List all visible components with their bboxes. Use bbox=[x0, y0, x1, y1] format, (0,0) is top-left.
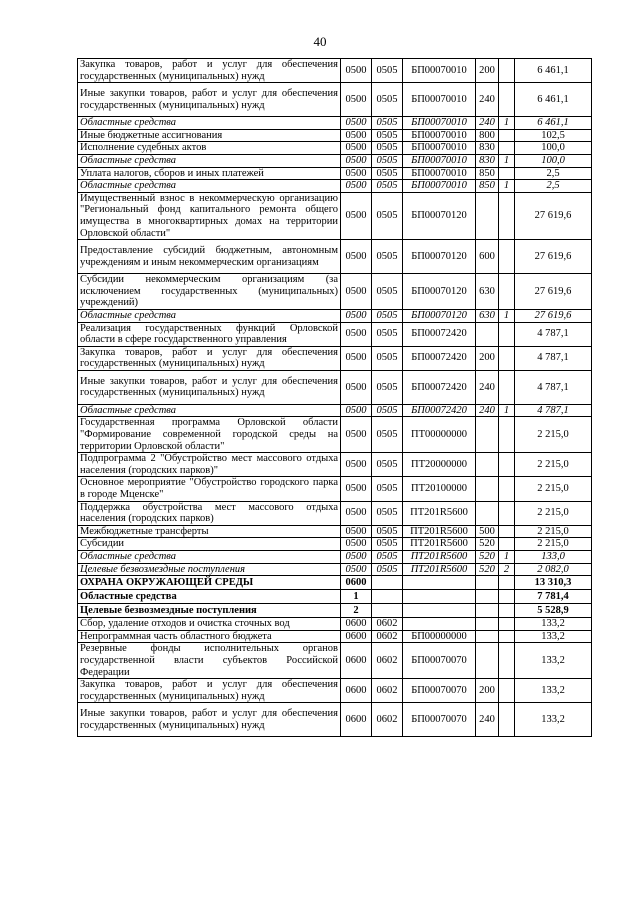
row-expense-type: 520 bbox=[476, 563, 499, 576]
row-name: Областные средства bbox=[78, 404, 341, 417]
row-funding-source bbox=[499, 501, 515, 525]
row-target-article: БП00070120 bbox=[403, 274, 476, 310]
row-amount: 4 787,1 bbox=[515, 346, 592, 370]
table-row bbox=[78, 551, 592, 564]
table-row bbox=[78, 538, 592, 551]
row-expense-type bbox=[476, 630, 499, 643]
row-funding-source bbox=[499, 590, 515, 604]
row-subsection: 0505 bbox=[372, 322, 403, 346]
row-section: 0500 bbox=[341, 346, 372, 370]
table-row bbox=[78, 240, 592, 274]
row-amount: 27 619,6 bbox=[515, 274, 592, 310]
row-section: 0500 bbox=[341, 142, 372, 155]
table-row bbox=[78, 576, 592, 590]
row-expense-type bbox=[476, 192, 499, 239]
table-row bbox=[78, 618, 592, 631]
row-amount: 2 082,0 bbox=[515, 563, 592, 576]
row-expense-type bbox=[476, 576, 499, 590]
row-target-article: БП00070070 bbox=[403, 703, 476, 737]
row-expense-type: 240 bbox=[476, 117, 499, 130]
row-funding-source: 1 bbox=[499, 404, 515, 417]
row-section: 0600 bbox=[341, 703, 372, 737]
row-target-article: ПТ20000000 bbox=[403, 453, 476, 477]
row-section: 0500 bbox=[341, 309, 372, 322]
row-funding-source: 1 bbox=[499, 180, 515, 193]
row-target-article: БП00070010 bbox=[403, 142, 476, 155]
row-name: Областные средства bbox=[78, 309, 341, 322]
row-target-article: БП00072420 bbox=[403, 322, 476, 346]
row-section: 0500 bbox=[341, 370, 372, 404]
row-amount: 4 787,1 bbox=[515, 370, 592, 404]
row-section: 0500 bbox=[341, 563, 372, 576]
row-funding-source bbox=[499, 274, 515, 310]
row-expense-type bbox=[476, 501, 499, 525]
table-row bbox=[78, 604, 592, 618]
row-funding-source bbox=[499, 192, 515, 239]
row-amount: 6 461,1 bbox=[515, 83, 592, 117]
row-amount: 13 310,3 bbox=[515, 576, 592, 590]
row-section: 0600 bbox=[341, 630, 372, 643]
row-expense-type: 800 bbox=[476, 129, 499, 142]
row-name: Иные закупки товаров, работ и услуг для обеспечения государственных (муниципальных) нужд bbox=[78, 703, 341, 737]
table-row bbox=[78, 417, 592, 453]
table-row bbox=[78, 59, 592, 83]
row-subsection: 0505 bbox=[372, 117, 403, 130]
row-amount: 4 787,1 bbox=[515, 322, 592, 346]
row-subsection: 0505 bbox=[372, 129, 403, 142]
row-subsection: 0505 bbox=[372, 180, 403, 193]
row-expense-type: 240 bbox=[476, 703, 499, 737]
row-section: 0500 bbox=[341, 501, 372, 525]
row-subsection: 0602 bbox=[372, 703, 403, 737]
table-row bbox=[78, 180, 592, 193]
table-row bbox=[78, 630, 592, 643]
row-amount: 2 215,0 bbox=[515, 453, 592, 477]
row-target-article: БП00070120 bbox=[403, 192, 476, 239]
row-funding-source bbox=[499, 453, 515, 477]
row-subsection bbox=[372, 576, 403, 590]
row-name: Сбор, удаление отходов и очистка сточных вод bbox=[78, 618, 341, 631]
row-expense-type: 520 bbox=[476, 538, 499, 551]
row-section: 0500 bbox=[341, 404, 372, 417]
row-funding-source bbox=[499, 129, 515, 142]
row-name: Областные средства bbox=[78, 551, 341, 564]
row-name: Закупка товаров, работ и услуг для обеспечения государственных (муниципальных) нужд bbox=[78, 346, 341, 370]
table-row bbox=[78, 525, 592, 538]
row-target-article: ПТ201R5600 bbox=[403, 538, 476, 551]
row-amount: 2,5 bbox=[515, 167, 592, 180]
row-expense-type: 520 bbox=[476, 551, 499, 564]
row-name: Областные средства bbox=[78, 590, 341, 604]
table-row bbox=[78, 404, 592, 417]
row-section: 0500 bbox=[341, 83, 372, 117]
row-subsection: 0505 bbox=[372, 192, 403, 239]
row-funding-source bbox=[499, 679, 515, 703]
row-expense-type bbox=[476, 477, 499, 501]
row-amount: 2 215,0 bbox=[515, 525, 592, 538]
row-section: 0500 bbox=[341, 538, 372, 551]
row-target-article: БП00072420 bbox=[403, 370, 476, 404]
row-amount: 2 215,0 bbox=[515, 538, 592, 551]
row-expense-type: 850 bbox=[476, 167, 499, 180]
row-section: 0500 bbox=[341, 154, 372, 167]
row-target-article: ПТ20100000 bbox=[403, 477, 476, 501]
row-name: Уплата налогов, сборов и иных платежей bbox=[78, 167, 341, 180]
row-funding-source bbox=[499, 630, 515, 643]
row-expense-type bbox=[476, 322, 499, 346]
row-name: Областные средства bbox=[78, 117, 341, 130]
row-subsection: 0505 bbox=[372, 370, 403, 404]
budget-table bbox=[77, 58, 592, 737]
row-funding-source bbox=[499, 346, 515, 370]
row-name: Поддержка обустройства мест массового отдыха населения (городских парков) bbox=[78, 501, 341, 525]
row-subsection: 0505 bbox=[372, 501, 403, 525]
row-target-article: ПТ201R5600 bbox=[403, 525, 476, 538]
row-expense-type: 830 bbox=[476, 142, 499, 155]
row-expense-type: 830 bbox=[476, 154, 499, 167]
row-expense-type: 850 bbox=[476, 180, 499, 193]
table-row bbox=[78, 142, 592, 155]
row-subsection: 0602 bbox=[372, 618, 403, 631]
table-row bbox=[78, 129, 592, 142]
row-funding-source bbox=[499, 604, 515, 618]
row-name: Субсидии bbox=[78, 538, 341, 551]
row-section: 0600 bbox=[341, 679, 372, 703]
row-amount: 2,5 bbox=[515, 180, 592, 193]
row-section: 0500 bbox=[341, 525, 372, 538]
row-funding-source: 1 bbox=[499, 154, 515, 167]
row-name: Иные закупки товаров, работ и услуг для обеспечения государственных (муниципальных) нужд bbox=[78, 370, 341, 404]
table-row bbox=[78, 117, 592, 130]
row-section: 0600 bbox=[341, 643, 372, 679]
row-target-article: БП00070120 bbox=[403, 309, 476, 322]
row-subsection: 0505 bbox=[372, 477, 403, 501]
table-row bbox=[78, 563, 592, 576]
row-subsection: 0505 bbox=[372, 346, 403, 370]
row-funding-source: 1 bbox=[499, 117, 515, 130]
row-section: 0600 bbox=[341, 576, 372, 590]
row-funding-source bbox=[499, 83, 515, 117]
row-expense-type bbox=[476, 643, 499, 679]
row-expense-type: 240 bbox=[476, 83, 499, 117]
row-target-article: БП00070010 bbox=[403, 59, 476, 83]
row-subsection: 0505 bbox=[372, 240, 403, 274]
row-name: Закупка товаров, работ и услуг для обеспечения государственных (муниципальных) нужд bbox=[78, 59, 341, 83]
row-section: 0500 bbox=[341, 167, 372, 180]
row-name: Межбюджетные трансферты bbox=[78, 525, 341, 538]
row-expense-type bbox=[476, 604, 499, 618]
row-target-article: БП00070010 bbox=[403, 167, 476, 180]
row-amount: 27 619,6 bbox=[515, 240, 592, 274]
row-name: Иные закупки товаров, работ и услуг для обеспечения государственных (муниципальных) нужд bbox=[78, 83, 341, 117]
row-funding-source bbox=[499, 322, 515, 346]
row-name: Непрограммная часть областного бюджета bbox=[78, 630, 341, 643]
row-target-article: БП00070010 bbox=[403, 117, 476, 130]
row-amount: 27 619,6 bbox=[515, 309, 592, 322]
table-row bbox=[78, 274, 592, 310]
row-amount: 133,2 bbox=[515, 630, 592, 643]
row-funding-source bbox=[499, 525, 515, 538]
row-subsection: 0505 bbox=[372, 83, 403, 117]
table-row bbox=[78, 477, 592, 501]
row-amount: 100,0 bbox=[515, 154, 592, 167]
row-amount: 133,2 bbox=[515, 643, 592, 679]
row-section: 2 bbox=[341, 604, 372, 618]
row-target-article: ПТ201R5600 bbox=[403, 551, 476, 564]
row-funding-source bbox=[499, 703, 515, 737]
row-target-article bbox=[403, 618, 476, 631]
row-name: Субсидии некоммерческим организациям (за исключением государственных (муниципальных) учреждений) bbox=[78, 274, 341, 310]
row-target-article: БП00070120 bbox=[403, 240, 476, 274]
row-target-article bbox=[403, 576, 476, 590]
row-amount: 6 461,1 bbox=[515, 59, 592, 83]
row-name: ОХРАНА ОКРУЖАЮЩЕЙ СРЕДЫ bbox=[78, 576, 341, 590]
row-target-article: БП00072420 bbox=[403, 346, 476, 370]
row-section: 0500 bbox=[341, 129, 372, 142]
row-funding-source bbox=[499, 240, 515, 274]
row-amount: 102,5 bbox=[515, 129, 592, 142]
table-row bbox=[78, 643, 592, 679]
row-subsection: 0505 bbox=[372, 154, 403, 167]
row-target-article: БП00072420 bbox=[403, 404, 476, 417]
row-subsection: 0602 bbox=[372, 679, 403, 703]
row-name: Предоставление субсидий бюджетным, автономным учреждениям и иным некоммерческим организациям bbox=[78, 240, 341, 274]
row-amount: 133,2 bbox=[515, 703, 592, 737]
row-section: 1 bbox=[341, 590, 372, 604]
table-row bbox=[78, 83, 592, 117]
row-section: 0500 bbox=[341, 417, 372, 453]
row-funding-source bbox=[499, 417, 515, 453]
row-section: 0500 bbox=[341, 180, 372, 193]
row-subsection: 0505 bbox=[372, 404, 403, 417]
table-row bbox=[78, 703, 592, 737]
page-number: 40 bbox=[313, 34, 327, 49]
row-amount: 2 215,0 bbox=[515, 417, 592, 453]
row-subsection: 0602 bbox=[372, 643, 403, 679]
row-subsection: 0505 bbox=[372, 167, 403, 180]
row-amount: 100,0 bbox=[515, 142, 592, 155]
row-subsection bbox=[372, 590, 403, 604]
row-funding-source: 1 bbox=[499, 551, 515, 564]
row-target-article: БП00000000 bbox=[403, 630, 476, 643]
table-row bbox=[78, 167, 592, 180]
row-subsection: 0505 bbox=[372, 538, 403, 551]
row-amount: 133,0 bbox=[515, 551, 592, 564]
row-name: Имущественный взнос в некоммерческую организацию "Региональный фонд капитального ремонта общего имущества в многоквартирных домах на территории Орловской области" bbox=[78, 192, 341, 239]
row-amount: 2 215,0 bbox=[515, 501, 592, 525]
row-name: Государственная программа Орловской области "Формирование современной городской среды на территории Орловской области" bbox=[78, 417, 341, 453]
row-name: Областные средства bbox=[78, 180, 341, 193]
row-name: Реализация государственных функций Орловской области в сфере государственного управления bbox=[78, 322, 341, 346]
table-row bbox=[78, 154, 592, 167]
row-target-article: БП00070010 bbox=[403, 154, 476, 167]
row-subsection: 0505 bbox=[372, 563, 403, 576]
row-expense-type bbox=[476, 590, 499, 604]
row-subsection: 0505 bbox=[372, 551, 403, 564]
row-section: 0500 bbox=[341, 453, 372, 477]
row-subsection: 0505 bbox=[372, 417, 403, 453]
table-row bbox=[78, 370, 592, 404]
row-expense-type: 200 bbox=[476, 59, 499, 83]
row-name: Областные средства bbox=[78, 154, 341, 167]
row-funding-source bbox=[499, 477, 515, 501]
row-funding-source bbox=[499, 576, 515, 590]
row-target-article: ПТ00000000 bbox=[403, 417, 476, 453]
row-expense-type: 200 bbox=[476, 679, 499, 703]
row-name: Целевые безвозмездные поступления bbox=[78, 563, 341, 576]
row-section: 0500 bbox=[341, 477, 372, 501]
row-funding-source: 2 bbox=[499, 563, 515, 576]
row-target-article: БП00070010 bbox=[403, 129, 476, 142]
row-expense-type bbox=[476, 618, 499, 631]
row-subsection: 0505 bbox=[372, 59, 403, 83]
row-funding-source bbox=[499, 618, 515, 631]
row-section: 0500 bbox=[341, 274, 372, 310]
row-section: 0500 bbox=[341, 240, 372, 274]
table-row bbox=[78, 679, 592, 703]
row-funding-source bbox=[499, 643, 515, 679]
row-target-article: БП00070070 bbox=[403, 679, 476, 703]
row-expense-type: 630 bbox=[476, 274, 499, 310]
row-expense-type: 240 bbox=[476, 370, 499, 404]
row-funding-source bbox=[499, 142, 515, 155]
row-subsection: 0505 bbox=[372, 453, 403, 477]
row-funding-source bbox=[499, 370, 515, 404]
row-amount: 133,2 bbox=[515, 618, 592, 631]
row-subsection: 0505 bbox=[372, 309, 403, 322]
row-amount: 5 528,9 bbox=[515, 604, 592, 618]
row-amount: 4 787,1 bbox=[515, 404, 592, 417]
row-funding-source bbox=[499, 167, 515, 180]
row-section: 0500 bbox=[341, 192, 372, 239]
row-name: Резервные фонды исполнительных органов государственной власти субъектов Российской Федерации bbox=[78, 643, 341, 679]
row-section: 0500 bbox=[341, 551, 372, 564]
row-amount: 27 619,6 bbox=[515, 192, 592, 239]
table-row bbox=[78, 192, 592, 239]
row-subsection bbox=[372, 604, 403, 618]
row-target-article: ПТ201R5600 bbox=[403, 563, 476, 576]
row-name: Закупка товаров, работ и услуг для обеспечения государственных (муниципальных) нужд bbox=[78, 679, 341, 703]
row-expense-type: 500 bbox=[476, 525, 499, 538]
row-target-article bbox=[403, 590, 476, 604]
row-subsection: 0505 bbox=[372, 274, 403, 310]
row-section: 0600 bbox=[341, 618, 372, 631]
row-subsection: 0602 bbox=[372, 630, 403, 643]
row-section: 0500 bbox=[341, 59, 372, 83]
row-expense-type: 240 bbox=[476, 404, 499, 417]
row-name: Основное мероприятие "Обустройство городского парка в городе Мценске" bbox=[78, 477, 341, 501]
table-row bbox=[78, 501, 592, 525]
row-amount: 2 215,0 bbox=[515, 477, 592, 501]
row-expense-type: 200 bbox=[476, 346, 499, 370]
row-target-article: БП00070010 bbox=[403, 83, 476, 117]
row-subsection: 0505 bbox=[372, 525, 403, 538]
row-section: 0500 bbox=[341, 322, 372, 346]
table-row bbox=[78, 309, 592, 322]
row-target-article: БП00070010 bbox=[403, 180, 476, 193]
row-target-article bbox=[403, 604, 476, 618]
row-funding-source bbox=[499, 538, 515, 551]
row-target-article: ПТ201R5600 bbox=[403, 501, 476, 525]
row-expense-type: 600 bbox=[476, 240, 499, 274]
row-expense-type: 630 bbox=[476, 309, 499, 322]
row-funding-source bbox=[499, 59, 515, 83]
row-subsection: 0505 bbox=[372, 142, 403, 155]
table-row bbox=[78, 322, 592, 346]
row-name: Исполнение судебных актов bbox=[78, 142, 341, 155]
table-row bbox=[78, 346, 592, 370]
row-funding-source: 1 bbox=[499, 309, 515, 322]
row-name: Подпрограмма 2 "Обустройство мест массового отдыха населения (городских парков)" bbox=[78, 453, 341, 477]
row-amount: 133,2 bbox=[515, 679, 592, 703]
table-row bbox=[78, 590, 592, 604]
row-expense-type bbox=[476, 417, 499, 453]
row-amount: 7 781,4 bbox=[515, 590, 592, 604]
row-target-article: БП00070070 bbox=[403, 643, 476, 679]
row-name: Целевые безвозмездные поступления bbox=[78, 604, 341, 618]
row-amount: 6 461,1 bbox=[515, 117, 592, 130]
row-section: 0500 bbox=[341, 117, 372, 130]
row-expense-type bbox=[476, 453, 499, 477]
row-name: Иные бюджетные ассигнования bbox=[78, 129, 341, 142]
table-row bbox=[78, 453, 592, 477]
